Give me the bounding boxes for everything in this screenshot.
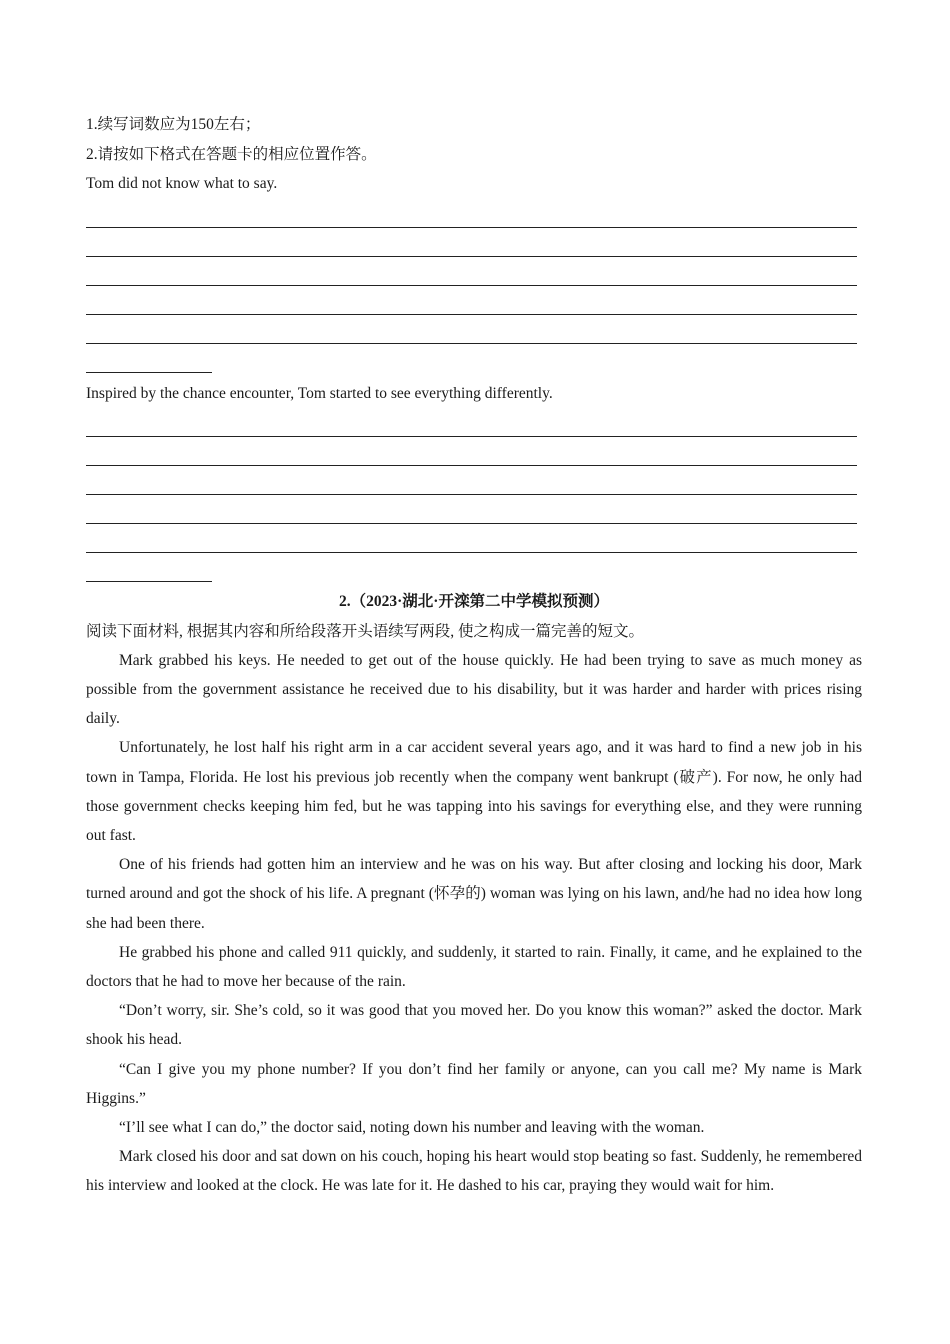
story-paragraph: He grabbed his phone and called 911 quickly, and suddenly, it started to rain. Finally, it came, and he explained to the doctors that he had to move her because of the rain. — [86, 943, 862, 990]
answer-line[interactable] — [86, 257, 857, 286]
answer-line[interactable] — [86, 228, 857, 257]
answer-line-short[interactable] — [86, 344, 212, 373]
document-page — [86, 110, 862, 1201]
answer-line[interactable] — [86, 408, 857, 437]
answer-lines-1 — [86, 199, 862, 373]
answer-line[interactable] — [86, 524, 857, 553]
answer-line[interactable] — [86, 466, 857, 495]
opening-sentence-2: Inspired by the chance encounter, Tom started to see everything differently. — [86, 384, 553, 402]
story-paragraph: Mark grabbed his keys. He needed to get out of the house quickly. He had been trying to save as much money as possible from the government assistance he received due to his disability, but it was harder and harder with prices rising daily. — [86, 651, 862, 728]
story-paragraph: One of his friends had gotten him an interview and he was on his way. But after closing and locking his door, Mark turned around and got the shock of his life. A pregnant (怀孕的) woman was lying on his lawn, and/he had no idea how long she had been there. — [86, 856, 862, 932]
answer-line[interactable] — [86, 315, 857, 344]
story-paragraph: Mark closed his door and sat down on his couch, hoping his heart would stop beating so fast. Suddenly, he remembered his interview and looked at the clock. He was late for it. He dashed to his car, praying they would wait for him. — [86, 1148, 862, 1195]
opening-sentence-1: Tom did not know what to say. — [86, 175, 278, 192]
question-heading: 2.（2023·湖北·开滦第二中学模拟预测） — [339, 593, 609, 610]
answer-lines-2 — [86, 408, 862, 582]
story-paragraph: “I’ll see what I can do,” the doctor said, noting down his number and leaving with the woman. — [119, 1118, 705, 1136]
answer-line[interactable] — [86, 437, 857, 466]
answer-line[interactable] — [86, 286, 857, 315]
story-paragraph: Unfortunately, he lost half his right arm in a car accident several years ago, and it was hard to find a new job in his town in Tampa, Florida. He lost his previous job recently when the company went bankrupt (破产). For now, he only had those government checks keeping him fed, but he was tapping into his savings for everything else, and they were running out fast. — [86, 739, 862, 844]
answer-line-short[interactable] — [86, 553, 212, 582]
answer-line[interactable] — [86, 495, 857, 524]
answer-line[interactable] — [86, 199, 857, 228]
story-text — [86, 646, 862, 1201]
requirement-answer-format: 2.请按如下格式在答题卡的相应位置作答。 — [86, 145, 377, 163]
story-paragraph: “Don’t worry, sir. She’s cold, so it was good that you moved her. Do you know this woman?” asked the doctor. Mark shook his head. — [86, 1002, 862, 1049]
requirement-word-count: 1.续写词数应为150左右； — [86, 116, 261, 133]
question-instruction: 阅读下面材料, 根据其内容和所给段落开头语续写两段, 使之构成一篇完善的短文。 — [86, 622, 645, 640]
story-paragraph: “Can I give you my phone number? If you don’t find her family or anyone, can you call me? My name is Mark Higgins.” — [86, 1060, 862, 1107]
